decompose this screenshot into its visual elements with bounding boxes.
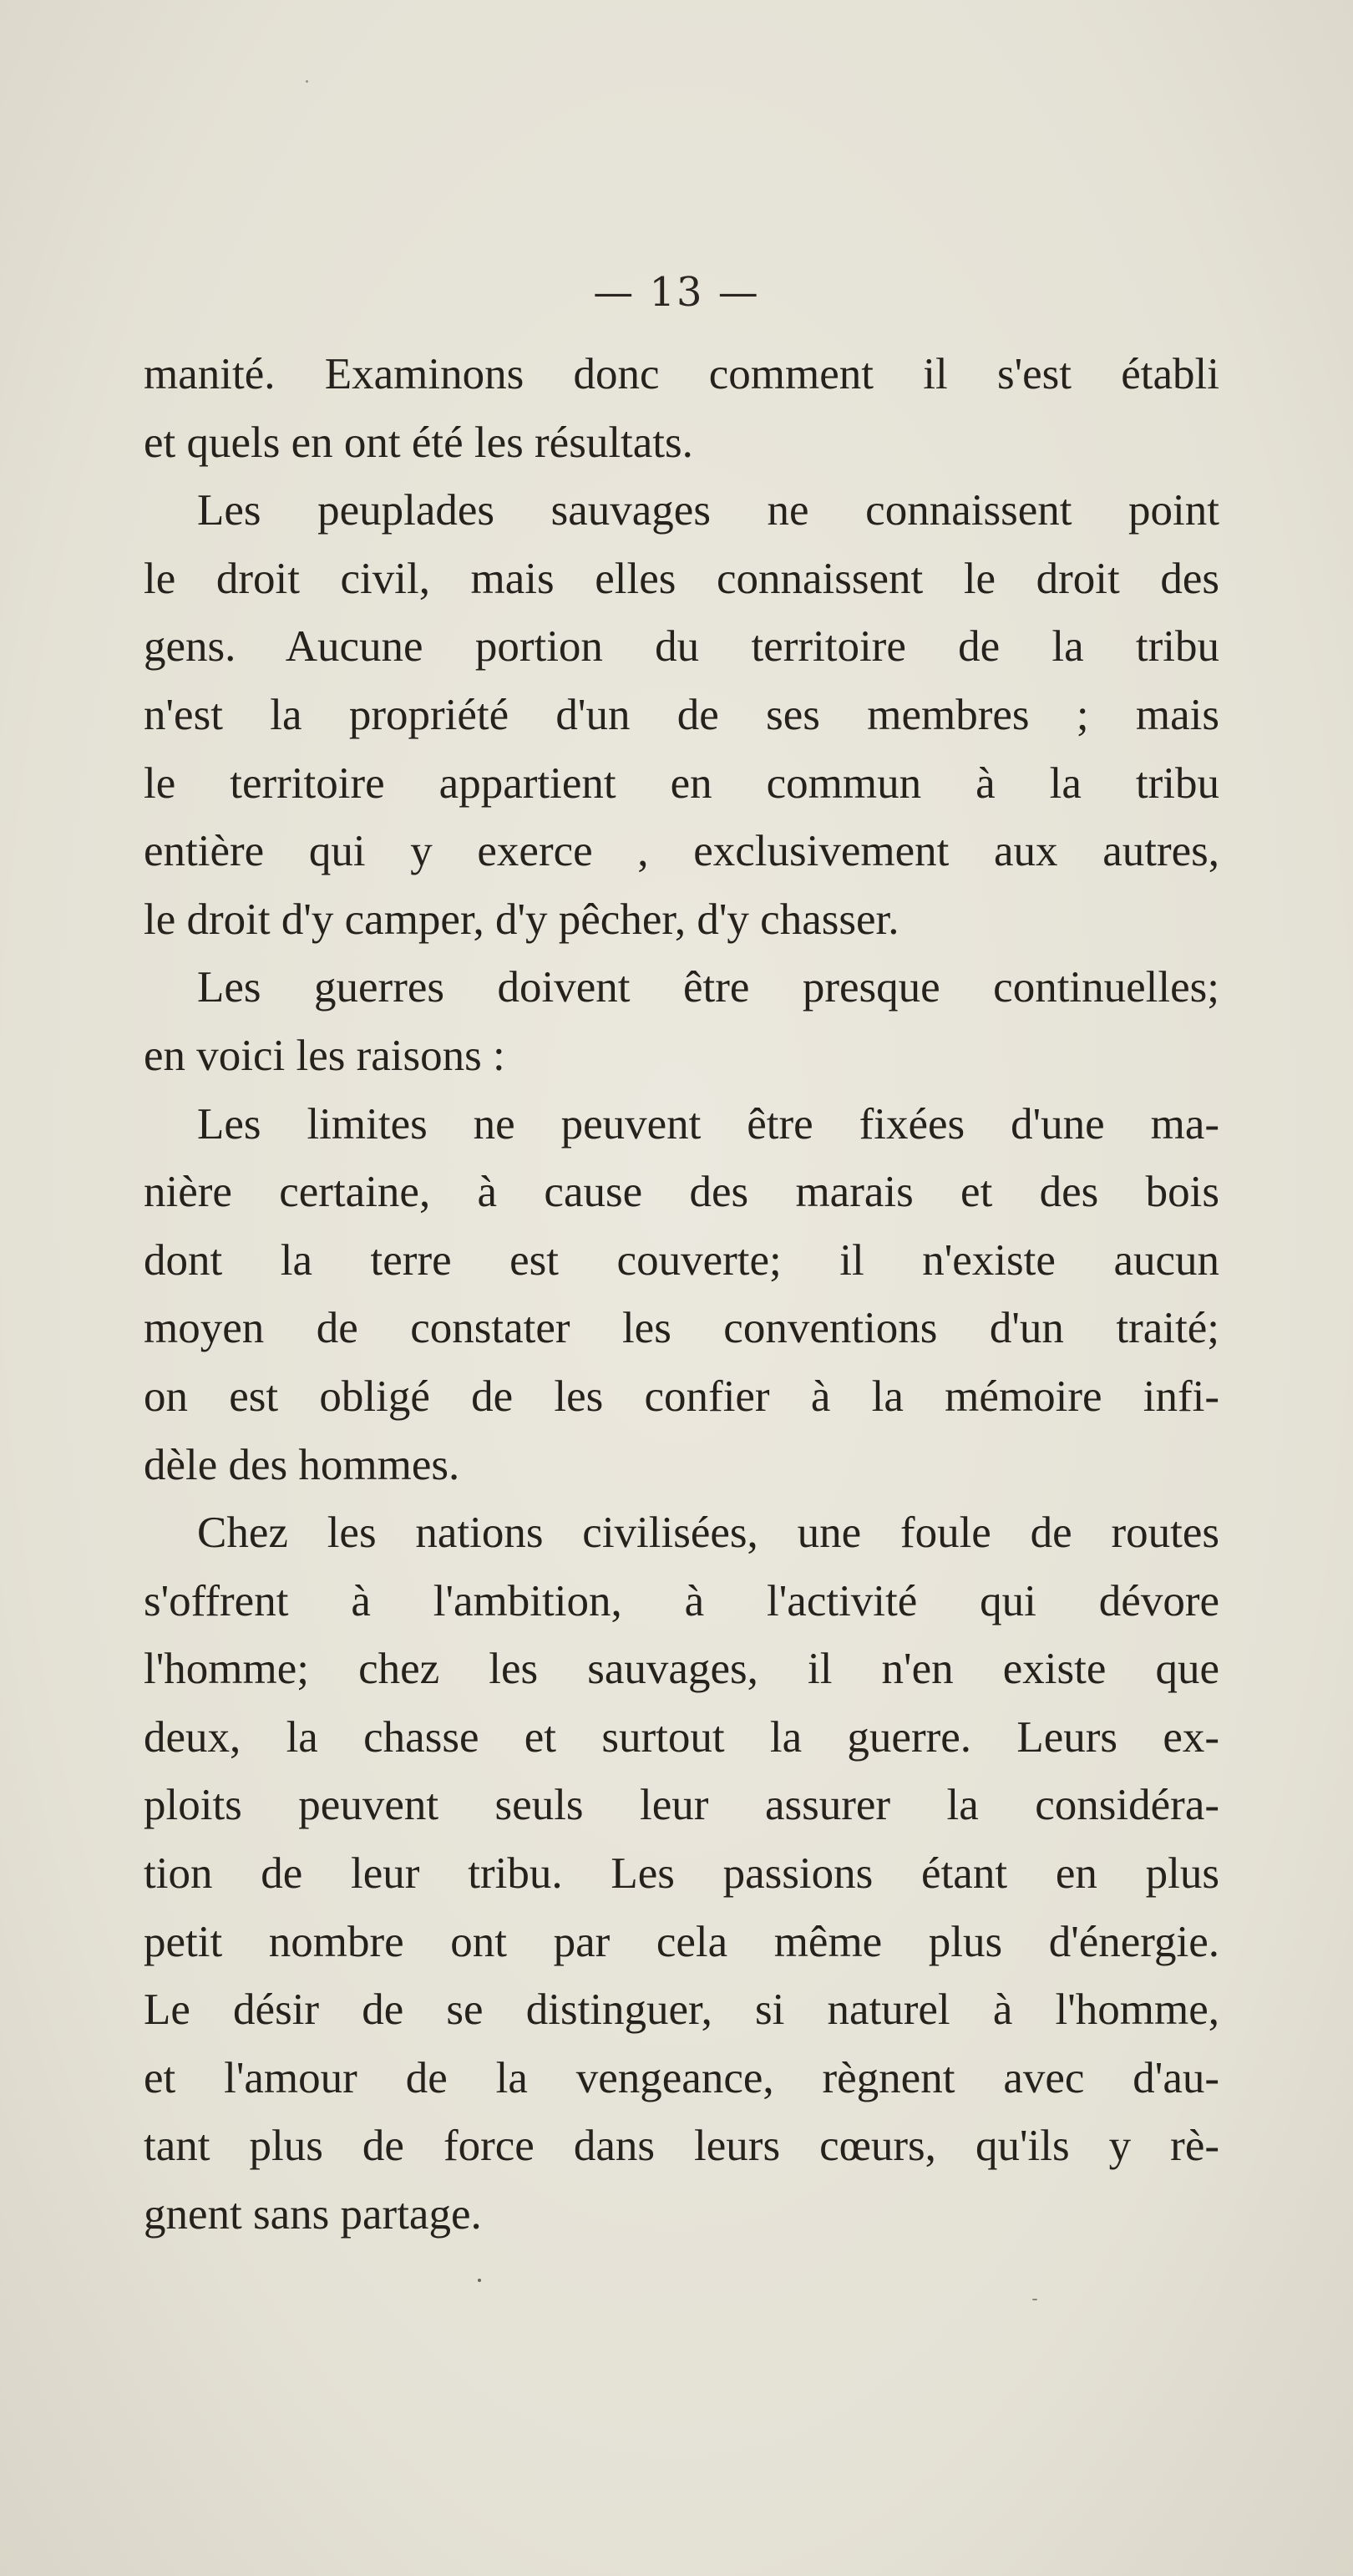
- text-line: n'est la propriété d'un de ses membres ; mais: [144, 690, 1219, 739]
- text-line: manité. Examinons donc comment il s'est établi: [144, 350, 1219, 398]
- text-line: Le désir de se distinguer, si naturel à l'homme,: [144, 1985, 1219, 2035]
- text-line: Les guerres doivent être presque continuelles;: [197, 963, 1219, 1012]
- text-line: le droit d'y camper, d'y pêcher, d'y chasser.: [144, 895, 899, 944]
- text-line: entière qui y exerce , exclusivement aux autres,: [144, 827, 1219, 876]
- paper-speck: [306, 80, 308, 83]
- text-line: on est obligé de les confier à la mémoire infi-: [144, 1372, 1219, 1421]
- paper-speck: [478, 2279, 481, 2282]
- text-line: et quels en ont été les résultats.: [144, 418, 693, 467]
- text-line: tant plus de force dans leurs cœurs, qu'ils y rè-: [144, 2122, 1219, 2171]
- page-number: — 13 —: [593, 269, 760, 316]
- text-line: gens. Aucune portion du territoire de la tribu: [144, 622, 1219, 672]
- paper-speck: [1032, 2299, 1037, 2300]
- text-line: Les limites ne peuvent être fixées d'une ma-: [197, 1099, 1219, 1149]
- text-line: en voici les raisons :: [144, 1031, 505, 1080]
- text-line: et l'amour de la vengeance, règnent avec d'au-: [144, 2053, 1219, 2102]
- text-line: nière certaine, à cause des marais et des bois: [144, 1168, 1219, 1217]
- text-line: dont la terre est couverte; il n'existe aucun: [144, 1235, 1219, 1285]
- text-line: ploits peuvent seuls leur assurer la considéra-: [144, 1781, 1219, 1830]
- text-line: dèle des hommes.: [144, 1440, 460, 1489]
- text-line: tion de leur tribu. Les passions étant en plus: [144, 1849, 1219, 1899]
- text-line: le territoire appartient en commun à la tribu: [144, 758, 1219, 808]
- body-text: [144, 341, 1219, 2249]
- text-line: deux, la chasse et surtout la guerre. Leurs ex-: [144, 1712, 1219, 1762]
- text-line: le droit civil, mais elles connaissent le droit des: [144, 554, 1219, 603]
- text-line: moyen de constater les conventions d'un traité;: [144, 1304, 1219, 1353]
- text-line: gnent sans partage.: [144, 2190, 482, 2239]
- text-line: Les peuplades sauvages ne connaissent point: [197, 486, 1219, 535]
- text-line: s'offrent à l'ambition, à l'activité qui dévore: [144, 1576, 1219, 1625]
- text-line: petit nombre ont par cela même plus d'énergie.: [144, 1917, 1219, 1966]
- text-line: Chez les nations civilisées, une foule de routes: [197, 1509, 1219, 1558]
- text-line: l'homme; chez les sauvages, il n'en existe que: [144, 1645, 1219, 1694]
